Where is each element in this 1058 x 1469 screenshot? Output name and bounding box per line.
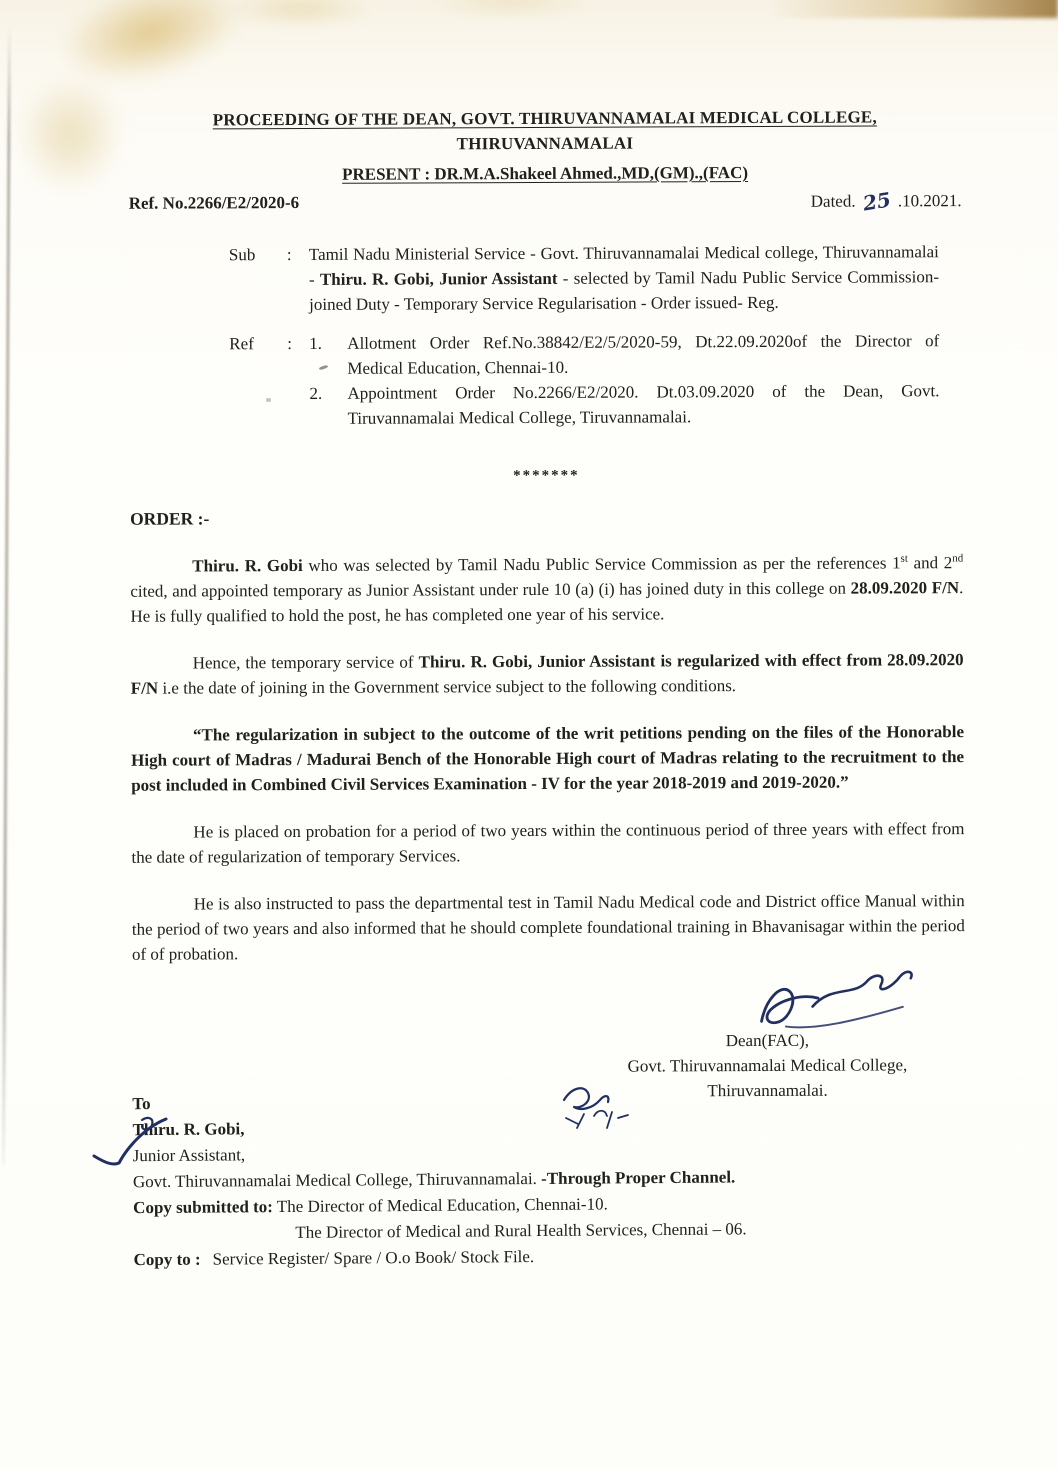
order-heading: ORDER :-: [129, 508, 210, 529]
handwritten-day: 25: [861, 187, 893, 216]
reference-item-text: Allotment Order Ref.No.38842/E2/5/2020-59, Dt.22.09.2020of the Director of Medical Education, Chennai-10.: [347, 331, 940, 378]
signatory-org-line2: Thiruvannamalai.: [707, 1080, 828, 1101]
reference-date-row: [129, 187, 962, 217]
reference-number: Ref. No.2266/E2/2020-6: [128, 193, 300, 213]
order-paragraph-3-quote: “The regularization in subject to the outcome of the writ petitions pending on the files of the Honorable High court of Madras / Madurai Bench of the Honorable High court of Madras relating to the recruitment to the post included in Combined Civil Services Examination - IV for the year 2018-2019 and 2019-2020.”: [131, 722, 965, 795]
separator-stars: *******: [513, 467, 580, 485]
address-block: [132, 1085, 966, 1274]
signatory-org-line1: Govt. Thiruvannamalai Medical College,: [627, 1055, 908, 1076]
order-paragraph-5: He is also instructed to pass the departmental test in Tamil Nadu Medical code and District office Manual within the period of two years and also informed that he should complete foundational training in Bhavanisagar within the period of of probation.: [131, 891, 965, 964]
signature-block: [581, 971, 954, 1104]
subject-block: [129, 239, 962, 318]
order-paragraph-1: Thiru. R. Gobi who was selected by Tamil Nadu Public Service Commission as per the references 1st and 2nd cited, and appointed temporary as Junior Assistant under rule 10 (a) (i) has joined duty in this college on 28.09.2020 F/N. He is fully qualified to hold the post, he has completed one year of his service.: [130, 552, 964, 626]
reference-item-text: Appointment Order No.2266/E2/2020. Dt.03.09.2020 of the Dean, Govt. Tiruvannamalai Medical College, Tiruvannamalai.: [347, 381, 940, 428]
recipient-name: Thiru. R. Gobi,: [132, 1119, 245, 1140]
reference-list: [309, 328, 939, 431]
dated-line: Dated. 25 .10.2021.: [810, 187, 962, 216]
reference-colon: :: [287, 334, 293, 354]
present-line: PRESENT : DR.M.A.Shakeel Ahmed.,MD,(GM).,(FAC): [342, 163, 749, 184]
signatory-designation: Dean(FAC),: [725, 1030, 809, 1051]
order-paragraph-2: Hence, the temporary service of Thiru. R. Gobi, Junior Assistant is regularized with effect from 28.09.2020 F/N i.e the date of joining in the Government service subject to the following conditions.: [130, 650, 964, 698]
to-label: To: [132, 1094, 151, 1114]
dean-signature-scribble: [748, 965, 927, 1034]
reference-label: Ref: [229, 334, 254, 354]
order-paragraph-4: He is placed on probation for a period of two years within the continuous period of three years with effect from the date of regularization of temporary Services.: [131, 819, 965, 867]
copy-to-line: Copy to : Service Register/ Spare / O.o Book/ Stock File.: [133, 1247, 535, 1270]
recipient-address-line: Govt. Thiruvannamalai Medical College, Thiruvannamalai. -Through Proper Channel.: [132, 1167, 736, 1192]
copy-submitted-line-2: The Director of Medical and Rural Health Services, Chennai – 06.: [295, 1219, 747, 1242]
subject-colon: :: [286, 245, 292, 265]
reference-item-2: [309, 378, 939, 431]
reference-block: [129, 328, 962, 432]
copy-submitted-line-1: Copy submitted to: The Director of Medical Education, Chennai-10.: [133, 1194, 608, 1218]
reference-item-number: 2.: [309, 383, 323, 403]
subject-label: Sub: [228, 245, 256, 265]
recipient-title: Junior Assistant,: [132, 1145, 246, 1166]
reference-item-number: 1.: [309, 333, 323, 353]
document-title-line1: PROCEEDING OF THE DEAN, GOVT. THIRUVANNAMALAI MEDICAL COLLEGE,: [212, 107, 877, 130]
reference-item-1: [309, 328, 939, 381]
document-title-line2: THIRUVANNAMALAI: [456, 133, 634, 154]
subject-text: Tamil Nadu Ministerial Service - Govt. Thiruvannamalai Medical college, Thiruvannamalai - Thiru. R. Gobi, Junior Assistant - selected by Tamil Nadu Public Service Commission- joined Duty - Temporary Service Regularisation - Order issued- Reg.: [308, 242, 940, 314]
